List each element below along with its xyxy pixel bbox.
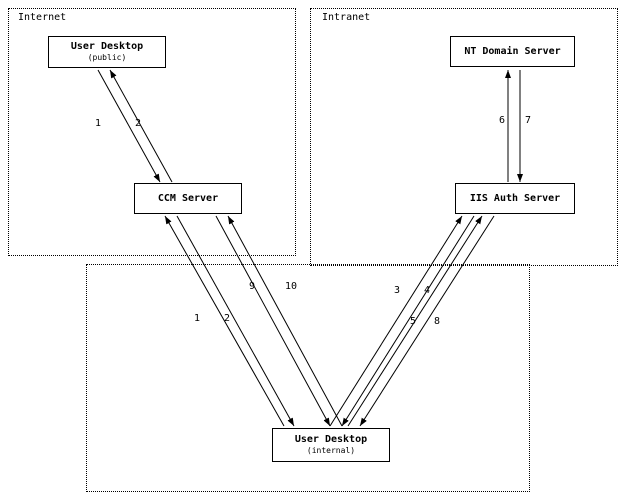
edge-label-4: 4	[424, 285, 431, 296]
node-title: User Desktop	[294, 434, 368, 445]
node-subtitle: (internal)	[306, 446, 356, 455]
node-title: IIS Auth Server	[469, 192, 561, 204]
edge-label-1-public: 1	[95, 118, 102, 129]
edge-label-7: 7	[525, 115, 532, 126]
edge-label-10: 10	[285, 281, 298, 292]
edge-label-2-public: 2	[135, 118, 142, 129]
node-user-desktop-internal[interactable]	[272, 428, 390, 462]
zone-internet-label: Internet	[18, 12, 67, 23]
edge-label-1-internal: 1	[194, 313, 201, 324]
node-nt-domain-server[interactable]	[450, 36, 575, 67]
edge-label-2-internal: 2	[224, 313, 231, 324]
edge-label-8: 8	[434, 316, 441, 327]
edge-label-5: 5	[410, 316, 417, 327]
node-ccm-server[interactable]	[134, 183, 242, 214]
node-title: CCM Server	[157, 192, 219, 204]
edge-label-3: 3	[394, 285, 401, 296]
node-title: NT Domain Server	[464, 45, 561, 57]
edge-label-9: 9	[249, 281, 256, 292]
node-iis-auth-server[interactable]	[455, 183, 575, 214]
node-user-desktop-public[interactable]	[48, 36, 166, 68]
node-title: User Desktop	[70, 41, 144, 52]
node-subtitle: (public)	[87, 53, 127, 62]
zone-intranet-label: Intranet	[322, 12, 371, 23]
edge-label-6: 6	[499, 115, 506, 126]
